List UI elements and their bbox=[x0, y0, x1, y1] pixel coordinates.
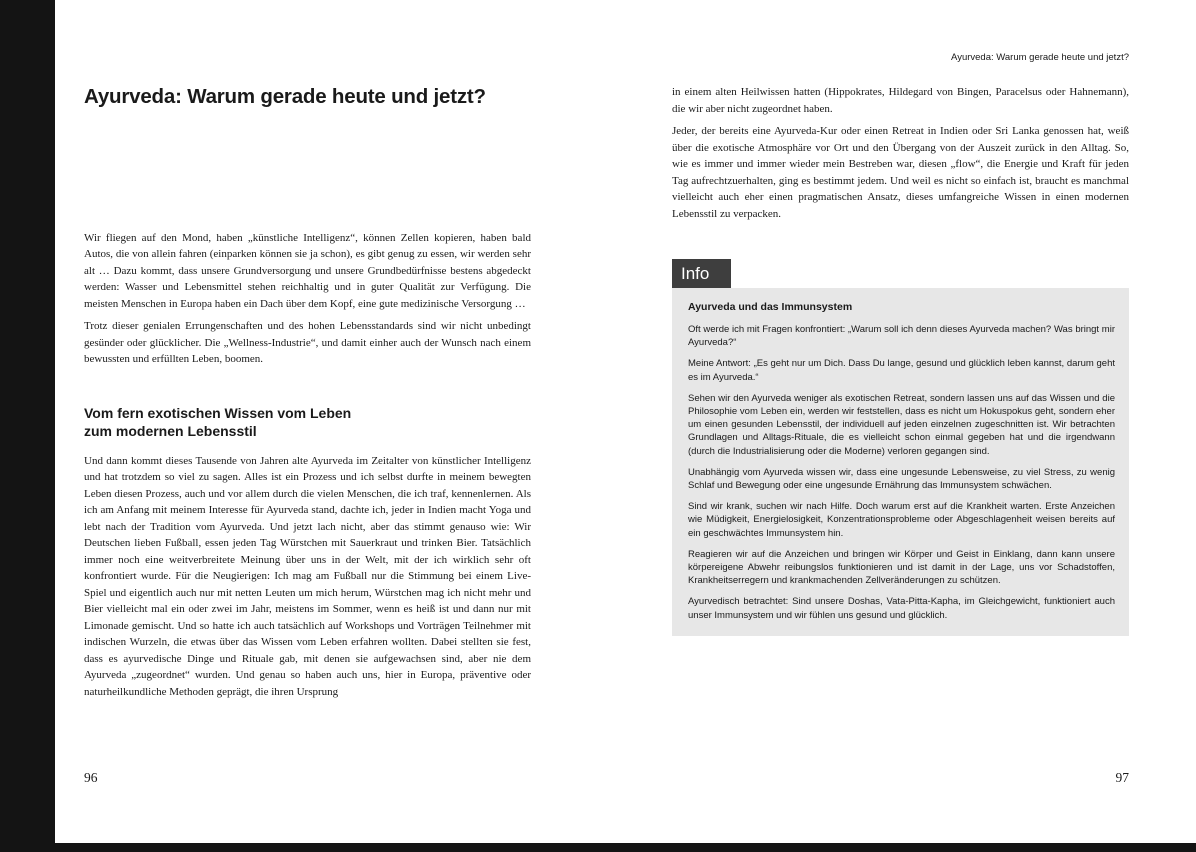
info-box-body bbox=[672, 288, 1129, 636]
body-paragraph: in einem alten Heilwissen hatten (Hippokrates, Hildegard von Bingen, Paracelsus oder Hahnemann), die wir aber nicht zugeordnet haben. bbox=[672, 86, 1129, 115]
running-header: Ayurveda: Warum gerade heute und jetzt? bbox=[951, 52, 1129, 63]
body-paragraph: Trotz dieser genialen Errungenschaften und des hohen Lebensstandards sind wir nicht unbedingt gesünder oder glücklicher. Die „Wellness-Industrie“, und damit einher auch der Wunsch nach einem bewussten und erfüllten Leben, boomen. bbox=[84, 320, 531, 366]
info-paragraph: Meine Antwort: „Es geht nur um Dich. Dass Du lange, gesund und glücklich leben kannst, darum geht es im Ayurveda.“ bbox=[688, 358, 1115, 383]
section-heading bbox=[84, 404, 531, 440]
info-box-label: Info bbox=[672, 259, 731, 288]
left-page bbox=[84, 0, 531, 700]
section-heading-line-1: Vom fern exotischen Wissen vom Leben bbox=[84, 404, 352, 421]
chapter-title: Ayurveda: Warum gerade heute und jetzt? bbox=[84, 85, 486, 108]
info-paragraph: Sehen wir den Ayurveda weniger als exotischen Retreat, sondern lassen uns auf das Wissen und die Philosophie vom Leben ein, werden wir feststellen, dass es nicht um Hokuspokus geht, sondern eher um einen gesunden Lebensstil, der individuell auf jeden einzelnen zugeschnitten ist. Wir betrachten Grundlagen und Alltags-Rituale, die es vielleicht schon einmal gegeben hat und die irgendwann (durch die Industrialisierung oder die Moderne) verloren gegangen sind. bbox=[688, 392, 1115, 457]
info-paragraph: Sind wir krank, suchen wir nach Hilfe. Doch warum erst auf die Krankheit warten. Erste Anzeichen wie Müdigkeit, Energielosigkeit, Konzentrationsprobleme oder Abgeschlagenheit weisen bereits auf ein geschwächtes Immunsystem hin. bbox=[688, 501, 1115, 539]
page-number-right: 97 bbox=[1115, 770, 1129, 785]
body-paragraph: Wir fliegen auf den Mond, haben „künstliche Intelligenz“, können Zellen kopieren, haben bald Autos, die von allein fahren (einparken können sie ja schon), es gibt genug zu essen, wir werden sehr alt … Dazu kommt, dass unsere Grundversorgung und unsere Grundbedürfnisse bestens abgedeckt werden: Wasser und Lebensmittel stehen reichhaltig und in guter Qualität zur Verfügung. Die meisten Menschen in Europa haben ein Dach über dem Kopf, eine gute medizinische Versorgung … bbox=[84, 231, 531, 310]
info-box-heading: Ayurveda und das Immunsystem bbox=[688, 301, 853, 313]
info-paragraph: Ayurvedisch betrachtet: Sind unsere Doshas, Vata-Pitta-Kapha, im Gleichgewicht, funktioniert auch unser Immunsystem und wir fühlen uns gesund und glücklich. bbox=[688, 596, 1115, 621]
body-paragraph: Jeder, der bereits eine Ayurveda-Kur oder einen Retreat in Indien oder Sri Lanka genossen hat, weiß über die exotische Atmosphäre vor Ort und den Übergang von der Auszeit zurück in den Alltag. So, wie es immer und immer wieder mein Bestreben war, diesen „flow“, die Energie und Kraft für jeden Tag aufrechtzuerhalten, ging es bestimmt jedem. Und weil es nicht so einfach ist, braucht es manchmal vielleicht auch eher einen pragmatischen Ansatz, dieses umfangreiche Wissen in einen modernen Lebensstil zu verpacken. bbox=[672, 125, 1129, 220]
info-paragraph: Unabhängig vom Ayurveda wissen wir, dass eine ungesunde Lebensweise, zu viel Stress, zu wenig Schlaf und Bewegung oder eine ungesunde Ernährung das Immunsystem schwächen. bbox=[688, 466, 1115, 492]
info-box bbox=[672, 259, 1129, 636]
info-paragraph: Reagieren wir auf die Anzeichen und bringen wir Körper und Geist in Einklang, dann kann unsere körpereigene Abwehr reibungslos funktionieren und ist damit in der Lage, uns vor Schadstoffen, Krankheitserregern und krankmachenden Zellveränderungen zu schützen. bbox=[688, 548, 1115, 587]
scan-border-bottom bbox=[0, 843, 1196, 852]
right-page bbox=[672, 0, 1129, 636]
body-paragraph: Und dann kommt dieses Tausende von Jahren alte Ayurveda im Zeitalter von künstlicher Intelligenz und hat trotzdem so viel zu sagen. Alles ist ein Prozess und ich selbst durfte in meinem bewegten Leben diesen Prozess, auch und vor allem durch die vielen Menschen, die ich traf, kennenlernen. Als ich am Anfang mit meinem Interesse für Ayurveda stand, dachte ich, jeder in Indien macht Yoga und lebt nach der Tradition vom Ayurveda. Und jetzt lach nicht, aber das stimmt genauso wie: Wir Deutschen lieben Fußball, essen jeden Tag Würstchen mit Sauerkraut und trinken Bier. Tatsächlich immer noch eine weitverbreitete Meinung über uns in der Welt, mit der ich wirklich sehr oft konfrontiert wurde. Für die Neugierigen: Ich mag am Fußball nur die Stimmung bei einem Live-Spiel und eigentlich auch nur mit netten Leuten um mich herum, Würstchen mag ich nicht mehr und Bier vielleicht mal ein oder zwei im Jahr, meistens im Sommer, wenn es heiß ist und dann nur mit Limonade gemischt. Und so hatte ich auch tatsächlich auf Workshops und Vorträgen Teilnehmer mit indischen Wurzeln, die etwas über das Wissen vom Leben erfahren wollten. Dabei stellten sie fest, dass es ayurvedische Dinge und Rituale gab, mit denen sie aufgewachsen sind, aber nie dem Ayurveda „zugeordnet“ wurden. Und genau so haben auch uns, hier in Europa, präventive oder naturheilkundliche Methoden geprägt, die ihren Ursprung bbox=[84, 454, 531, 698]
info-paragraph: Oft werde ich mit Fragen konfrontiert: „Warum soll ich denn dieses Ayurveda machen? Was bringt mir Ayurveda?“ bbox=[688, 324, 1115, 349]
scan-border-left bbox=[0, 0, 55, 852]
page-number-left: 96 bbox=[84, 770, 98, 785]
section-heading-line-2: zum modernen Lebensstil bbox=[84, 422, 257, 439]
